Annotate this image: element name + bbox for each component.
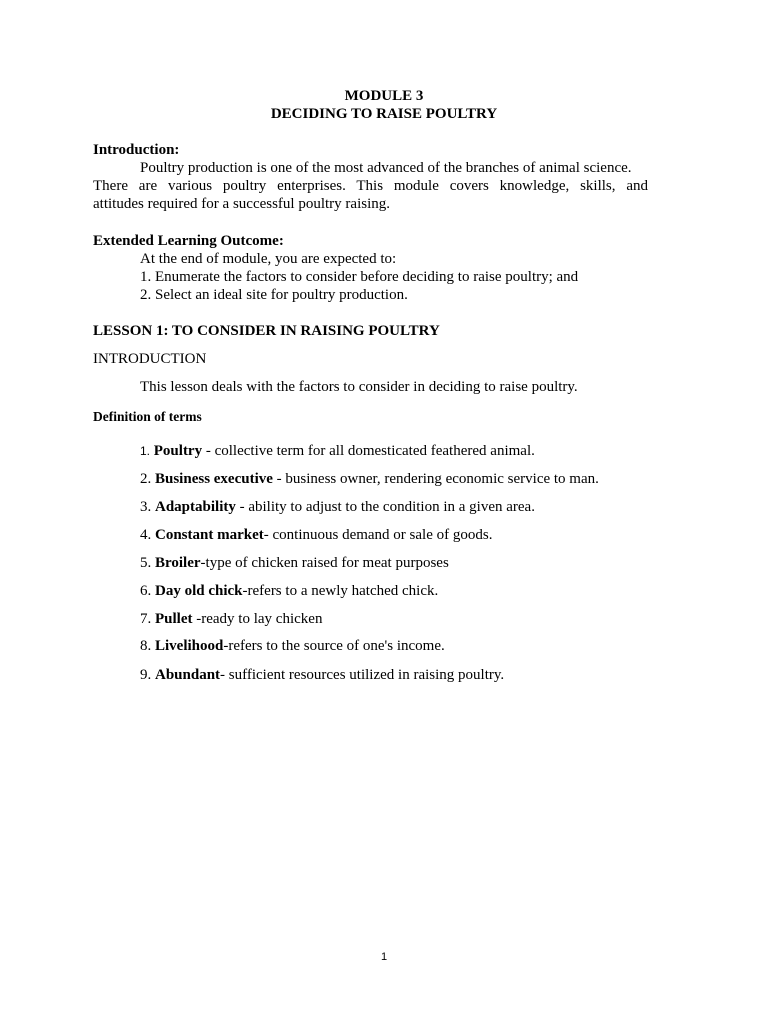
definition-text: - continuous demand or sale of goods. <box>263 527 493 543</box>
definition-term: Constant market <box>155 527 264 543</box>
module-number: MODULE 3 <box>344 88 424 104</box>
definition-text: - ability to adjust to the condition in a given area. <box>235 499 535 515</box>
introduction-line-3: attitudes required for a successful poultry raising. <box>93 196 390 212</box>
lesson-intro: This lesson deals with the factors to consider in deciding to raise poultry. <box>140 379 578 395</box>
definition-term: Day old chick <box>155 583 243 599</box>
definition-term: Pullet <box>155 611 193 627</box>
definition-number: 3. <box>140 499 152 515</box>
definition-number: 5. <box>140 555 152 571</box>
definition-number: 8. <box>140 638 152 654</box>
definition-term: Livelihood <box>155 638 224 654</box>
definition-text: -refers to a newly hatched chick. <box>242 583 439 599</box>
definition-item <box>140 666 504 684</box>
definition-item <box>140 498 535 516</box>
definition-term: Business executive <box>155 471 273 487</box>
definition-number: 4. <box>140 527 152 543</box>
definition-text: - collective term for all domesticated feathered animal. <box>202 443 535 459</box>
module-title: DECIDING TO RAISE POULTRY <box>270 106 498 122</box>
definition-term: Adaptability <box>155 499 236 515</box>
definition-number: 2. <box>140 471 152 487</box>
definition-number: 1. <box>140 444 151 458</box>
outcome-heading: Extended Learning Outcome: <box>93 233 284 249</box>
definition-item <box>140 610 322 628</box>
page-number: 1 <box>380 951 388 963</box>
definition-item <box>140 637 445 655</box>
lesson-subheading: INTRODUCTION <box>93 351 207 367</box>
definition-item <box>140 526 492 544</box>
definition-text: - sufficient resources utilized in raising poultry. <box>220 667 505 683</box>
definitions-heading: Definition of terms <box>93 409 202 424</box>
definition-item <box>140 554 449 572</box>
definition-term: Broiler <box>155 555 201 571</box>
definition-term: Abundant <box>155 667 221 683</box>
outcome-item-1: 1. Enumerate the factors to consider before deciding to raise poultry; and <box>140 269 579 285</box>
introduction-line-1: Poultry production is one of the most advanced of the branches of animal science. <box>140 160 632 176</box>
definition-number: 7. <box>140 611 152 627</box>
definition-item <box>140 582 438 600</box>
definition-text: -type of chicken raised for meat purposes <box>200 555 449 571</box>
introduction-line-2: There are various poultry enterprises. This module covers knowledge, skills, and <box>93 178 648 194</box>
outcome-lead: At the end of module, you are expected to: <box>140 251 397 267</box>
definition-text: -ready to lay chicken <box>192 611 323 627</box>
definition-item <box>140 470 599 488</box>
definition-text: - business owner, rendering economic service to man. <box>272 471 599 487</box>
definition-item <box>140 442 535 460</box>
introduction-heading: Introduction: <box>93 142 180 158</box>
definition-number: 6. <box>140 583 152 599</box>
lesson-heading: LESSON 1: TO CONSIDER IN RAISING POULTRY <box>93 323 440 339</box>
definition-text: -refers to the source of one's income. <box>223 638 445 654</box>
outcome-item-2: 2. Select an ideal site for poultry production. <box>140 287 408 303</box>
definition-term: Poultry <box>153 443 203 459</box>
definition-number: 9. <box>140 667 152 683</box>
